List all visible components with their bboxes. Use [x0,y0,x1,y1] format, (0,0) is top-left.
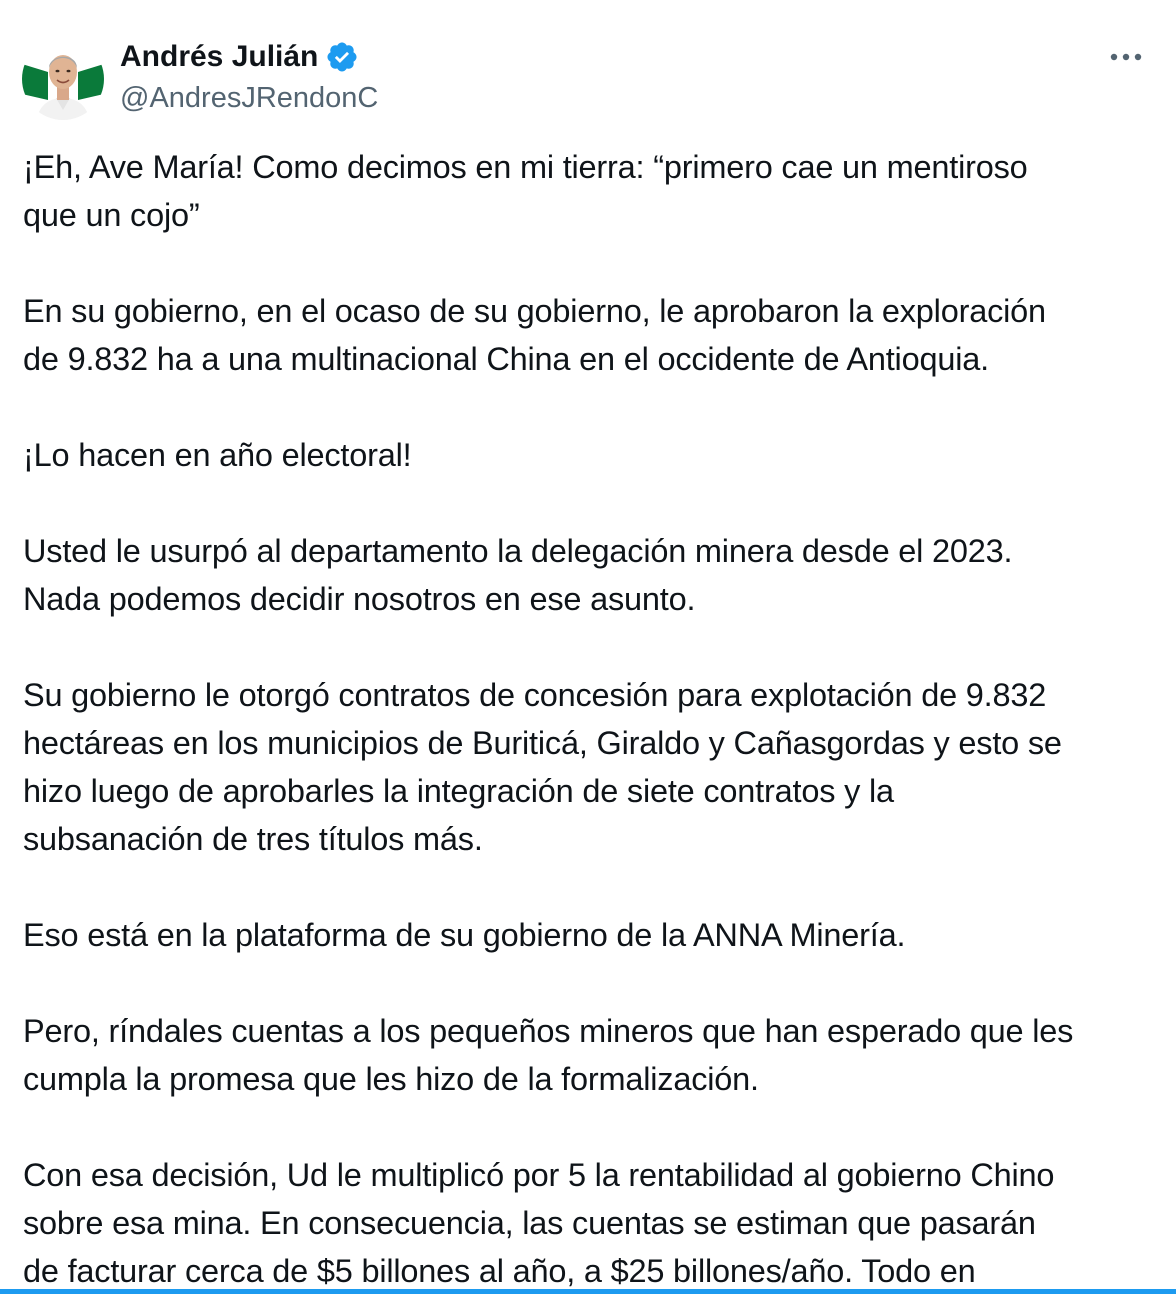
scroll-progress-bar [0,1289,1176,1294]
tweet-paragraph: Con esa decisión, Ud le multiplicó por 5 la rentabilidad al gobierno Chino sobre esa mina. En consecuencia, las cuentas se estiman que pasarán de facturar cerca de $5 billones al año, a $25 billones/año. Todo en [23,1157,1055,1289]
more-options-button[interactable] [1106,42,1146,72]
user-handle[interactable]: @AndresJRendonC [120,82,379,114]
tweet-paragraph: En su gobierno, en el ocaso de su gobierno, le aprobaron la exploración de 9.832 ha a una multinacional China en el occidente de Antioquia. [23,293,1046,377]
tweet-paragraph: ¡Eh, Ave María! Como decimos en mi tierra: “primero cae un mentiroso que un cojo” [23,149,1028,233]
avatar[interactable] [22,38,104,120]
tweet-paragraph: Pero, ríndales cuentas a los pequeños mineros que han esperado que les cumpla la promesa que les hizo de la formalización. [23,1013,1074,1097]
more-horizontal-icon [1110,53,1142,61]
tweet-header [22,38,1152,118]
display-name[interactable]: Andrés Julián [120,40,319,73]
tweet-paragraph: Eso está en la plataforma de su gobierno de la ANNA Minería. [23,917,906,953]
tweet-paragraph: Usted le usurpó al departamento la delegación minera desde el 2023. Nada podemos decidir nosotros en ese asunto. [23,533,1013,617]
tweet-paragraph: Su gobierno le otorgó contratos de concesión para explotación de 9.832 hectáreas en los municipios de Buriticá, Giraldo y Cañasgordas y esto se hizo luego de aprobarles la integración de siete contratos y la subsanación de tres títulos más. [23,677,1062,857]
tweet-text [23,143,1163,1294]
author-names [120,38,378,118]
verified-badge-icon[interactable] [325,40,359,74]
profile-photo-icon [22,38,104,120]
display-name-row [120,38,378,76]
tweet-paragraph: ¡Lo hacen en año electoral! [23,437,412,473]
